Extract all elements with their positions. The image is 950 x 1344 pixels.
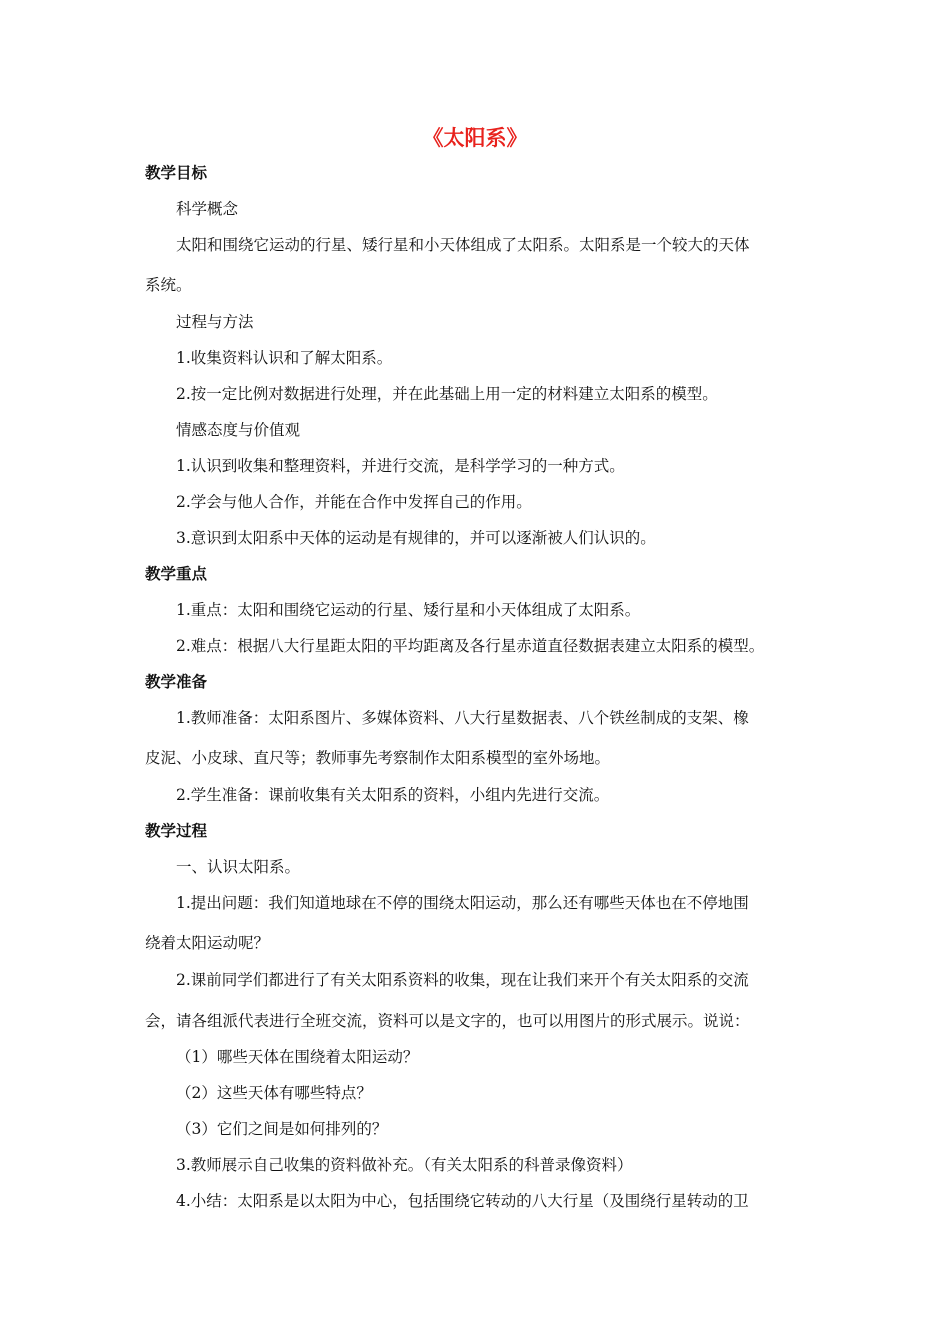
sub-question: （1）哪些天体在围绕着太阳运动？	[176, 1048, 419, 1066]
heading-teaching-process: 教学过程	[145, 822, 208, 840]
heading-teaching-goals: 教学目标	[145, 164, 208, 182]
preparation-item-2: 2.学生准备：课前收集有关太阳系的资料，小组内先进行交流。	[176, 786, 610, 804]
process-item-4: 4.小结：太阳系是以太阳为中心，包括围绕它转动的八大行星（及围绕行星转动的卫	[176, 1192, 749, 1210]
key-point-item: 2.难点：根据八大行星距太阳的平均距离及各行星赤道直径数据表建立太阳系的模型。	[176, 637, 765, 655]
step-one-label: 一、认识太阳系。	[176, 858, 301, 876]
preparation-item-1-line-1: 1.教师准备：太阳系图片、多媒体资料、八大行星数据表、八个铁丝制成的支架、橡	[176, 709, 749, 727]
question-1-line-1: 1.提出问题：我们知道地球在不停的围绕太阳运动，那么还有哪些天体也在不停地围	[176, 894, 749, 912]
label-attitude-values: 情感态度与价值观	[176, 421, 301, 439]
attitude-item: 3.意识到太阳系中天体的运动是有规律的，并可以逐渐被人们认识的。	[176, 529, 656, 547]
process-item-3: 3.教师展示自己收集的资料做补充。（有关太阳系的科普录像资料）	[176, 1156, 633, 1174]
attitude-item: 1.认识到收集和整理资料，并进行交流，是科学学习的一种方式。	[176, 457, 625, 475]
process-item: 2.按一定比例对数据进行处理，并在此基础上用一定的材料建立太阳系的模型。	[176, 385, 718, 403]
attitude-item: 2.学会与他人合作，并能在合作中发挥自己的作用。	[176, 493, 532, 511]
key-point-item: 1.重点：太阳和围绕它运动的行星、矮行星和小天体组成了太阳系。	[176, 601, 641, 619]
process-item: 1.收集资料认识和了解太阳系。	[176, 349, 393, 367]
heading-key-points: 教学重点	[145, 565, 208, 583]
concept-text-line-1: 太阳和围绕它运动的行星、矮行星和小天体组成了太阳系。太阳系是一个较大的天体	[176, 236, 750, 254]
document-title: 《太阳系》	[422, 126, 528, 150]
question-2-line-2: 会，请各组派代表进行全班交流，资料可以是文字的，也可以用图片的形式展示。说说：	[145, 1012, 750, 1030]
label-science-concept: 科学概念	[176, 200, 239, 218]
preparation-item-1-line-2: 皮泥、小皮球、直尺等；教师事先考察制作太阳系模型的室外场地。	[145, 749, 611, 767]
heading-preparation: 教学准备	[145, 673, 208, 691]
question-2-line-1: 2.课前同学们都进行了有关太阳系资料的收集，现在让我们来开个有关太阳系的交流	[176, 971, 749, 989]
sub-question: （3）它们之间是如何排列的？	[176, 1120, 388, 1138]
sub-question: （2）这些天体有哪些特点？	[176, 1084, 372, 1102]
label-process-method: 过程与方法	[176, 313, 254, 331]
question-1-line-2: 绕着太阳运动呢？	[145, 934, 270, 952]
concept-text-line-2: 系统。	[145, 276, 192, 294]
